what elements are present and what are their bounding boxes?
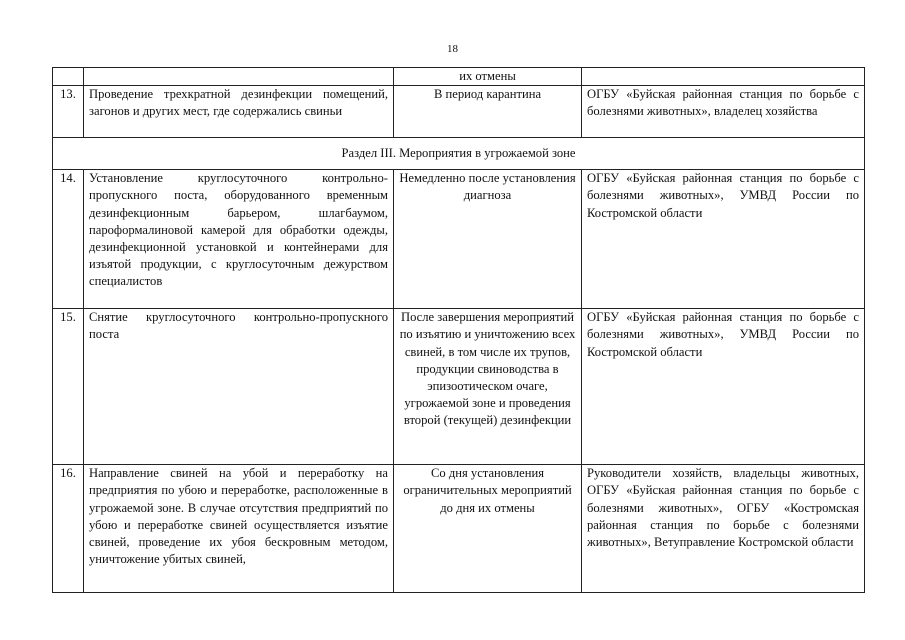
- responsible-cell: ОГБУ «Буйская районная станция по борьбе с болезнями животных», УМВД России по Костромской области: [582, 170, 865, 309]
- row-number: [53, 68, 84, 86]
- section-header-row: [53, 138, 865, 170]
- measures-table: [52, 67, 865, 593]
- measure-cell: Проведение трехкратной дезинфекции помещений, загонов и других мест, где содержались свиньи: [84, 86, 394, 138]
- row-number: 16.: [53, 465, 84, 593]
- page-number: 18: [447, 43, 458, 55]
- table-row: [53, 309, 865, 465]
- measure-cell: Снятие круглосуточного контрольно-пропускного поста: [84, 309, 394, 465]
- measure-cell: [84, 68, 394, 86]
- period-cell: их отмены: [394, 68, 582, 86]
- measure-cell: Установление круглосуточного контрольно-пропускного поста, оборудованного временным дезинфекционным барьером, шлагбаумом, пароформалиновой камерой для обработки одежды, дезинфекционной установкой и контейнерами для изъятой продукции, с круглосуточным дежурством специалистов: [84, 170, 394, 309]
- row-number: 14.: [53, 170, 84, 309]
- table-row: [53, 68, 865, 86]
- table-row: [53, 170, 865, 309]
- measure-cell: Направление свиней на убой и переработку на предприятия по убою и переработке, расположенные в угрожаемой зоне. В случае отсутствия предприятий по убою и переработке свиней осуществляется изъятие свиней, проведение их убоя бескровным методом, уничтожение убитых свиней,: [84, 465, 394, 593]
- responsible-cell: ОГБУ «Буйская районная станция по борьбе с болезнями животных», УМВД России по Костромской области: [582, 309, 865, 465]
- table-row: [53, 465, 865, 593]
- responsible-cell: ОГБУ «Буйская районная станция по борьбе с болезнями животных», владелец хозяйства: [582, 86, 865, 138]
- row-number: 15.: [53, 309, 84, 465]
- period-cell: Со дня установления ограничительных мероприятий до дня их отмены: [394, 465, 582, 593]
- responsible-cell: [582, 68, 865, 86]
- row-number: 13.: [53, 86, 84, 138]
- period-cell: После завершения мероприятий по изъятию и уничтожению всех свиней, в том числе их трупов, продукции свиноводства в эпизоотическом очаге, угрожаемой зоне и проведения второй (текущей) дезинфекции: [394, 309, 582, 465]
- period-cell: В период карантина: [394, 86, 582, 138]
- section-title: Раздел III. Мероприятия в угрожаемой зоне: [53, 138, 865, 170]
- responsible-cell: Руководители хозяйств, владельцы животных, ОГБУ «Буйская районная станция по борьбе с болезнями животных», ОГБУ «Костромская районная станция по борьбе с болезнями животных», Ветуправление Костромской области: [582, 465, 865, 593]
- table-row: [53, 86, 865, 138]
- period-cell: Немедленно после установления диагноза: [394, 170, 582, 309]
